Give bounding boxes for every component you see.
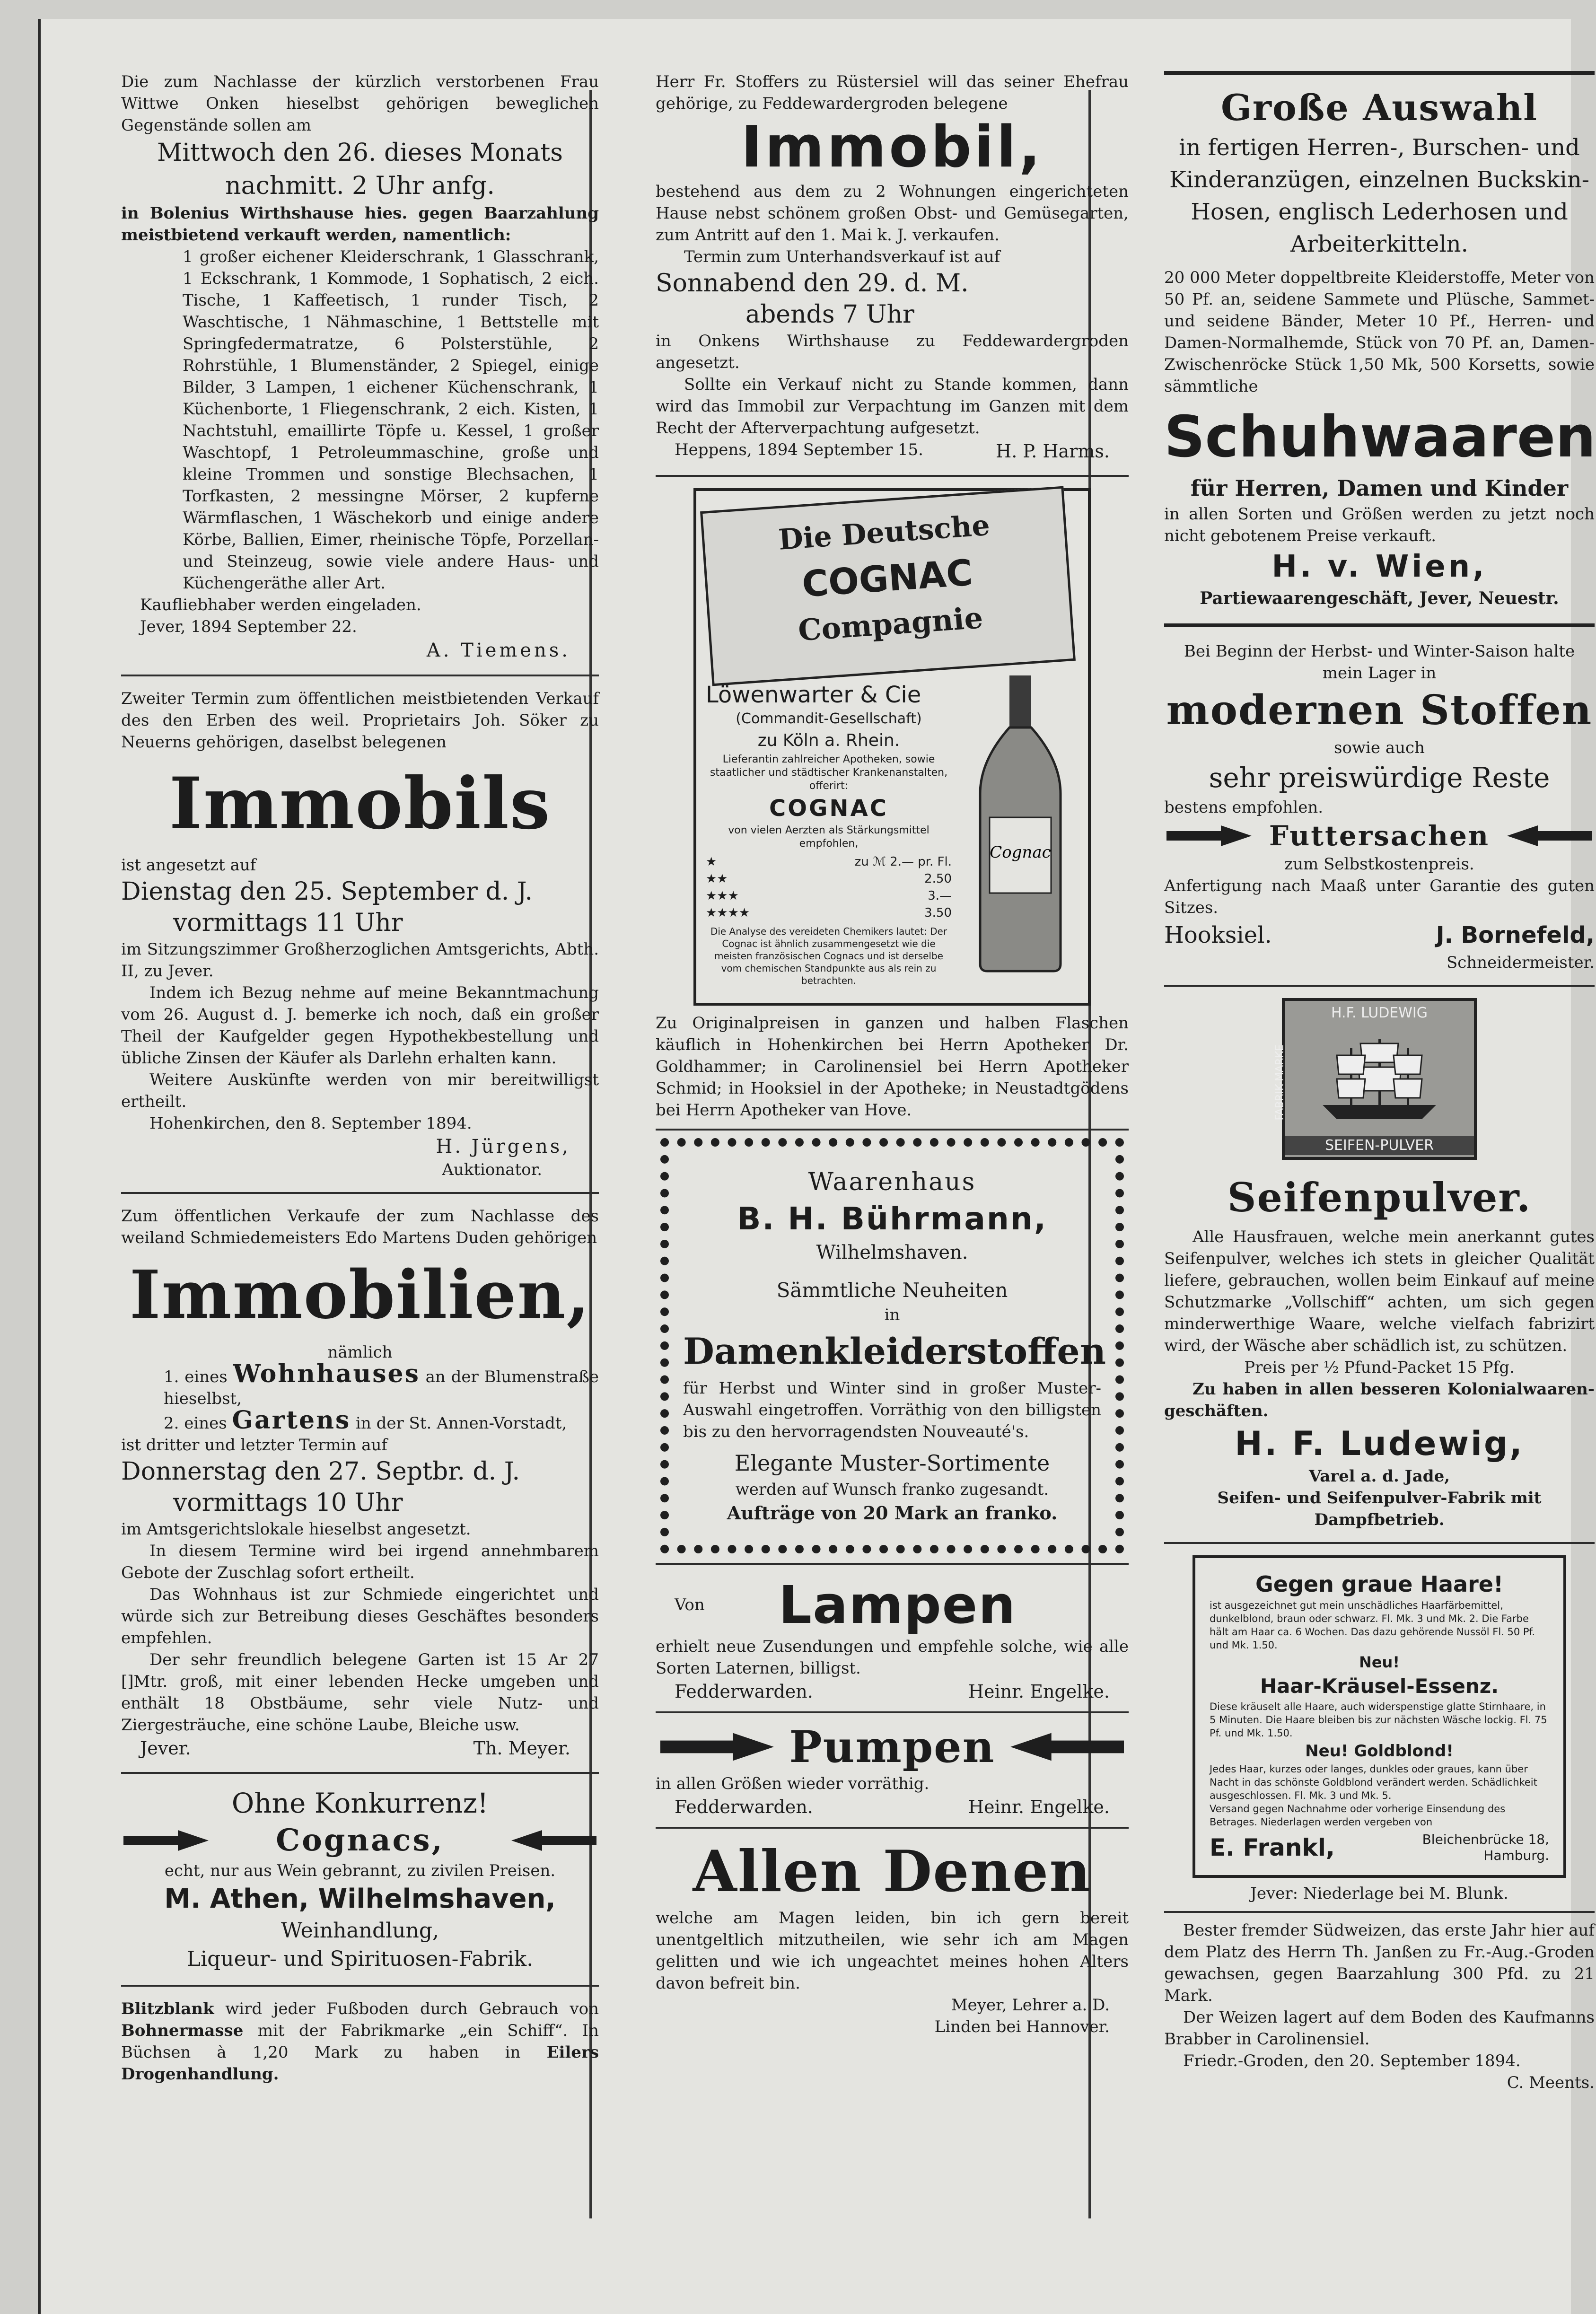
buehrmann-name: B. H. Bührmann,: [737, 1201, 1047, 1237]
ad-buehrmann: [660, 1138, 1124, 1553]
ludewig-city: Varel a. d. Jade,: [1308, 1467, 1450, 1486]
immobilien-signature: Th. Meyer.: [473, 1738, 570, 1759]
stoffers-headline: Immobil,: [741, 114, 1044, 180]
ludewig-where: Zu haben in allen besseren Kolonialwaaren-geschäften.: [1164, 1380, 1595, 1420]
divider: [121, 1772, 599, 1774]
cognac-bottle-label: Cognac: [990, 843, 1051, 862]
immobils-time: vormittags 11 Uhr: [173, 909, 403, 937]
cognac-banner3: Compagnie: [797, 600, 984, 648]
weizen-body2: Der Weizen lagert auf dem Boden des Kaufmanns Brabber in Carolinensiel.: [1164, 2008, 1595, 2049]
wien-headline2: Schuhwaaren: [1164, 404, 1596, 470]
auction-time: nachmitt. 2 Uhr anfg.: [225, 172, 495, 200]
weizen-signature: C. Meents.: [1507, 2073, 1595, 2092]
lampen-body: erhielt neue Zusendungen und empfehle solche, wie alle Sorten Laternen, billigst.: [656, 1637, 1129, 1678]
divider: [1164, 623, 1595, 627]
cognac-recommend: von vielen Aerzten als Stärkungsmittel empfohlen,: [728, 824, 930, 850]
auction-intro: Die zum Nachlasse der kürzlich verstorbenen Frau Wittwe Onken hieselbst gehörigen beweglichen Gegenstände sollen am: [121, 72, 599, 135]
bohner-text-c: Bohnermasse: [121, 2021, 244, 2040]
stoffers-place: in Onkens Wirthshause zu Feddewardergroden angesetzt.: [656, 332, 1129, 372]
immobils-body2: Weitere Auskünfte werden von mir bereitwilligst ertheilt.: [121, 1070, 599, 1111]
cognac-banner1: Die Deutsche: [777, 508, 991, 557]
frankl-body2: Diese kräuselt alle Haare, auch widerspenstige glatte Stirnhaare, in 5 Minuten. Die Haare bleiben bis zur nächsten Wäsche lockig. Fl. 75 Pf. und Mk. 1.50.: [1210, 1701, 1547, 1739]
frankl-body4: Versand gegen Nachnahme oder vorherige Einsendung des Betrages. Niederlagen werden vergeben von: [1210, 1803, 1506, 1828]
pointing-hand-left-icon: [1505, 822, 1595, 850]
ludewig-logo-bottom: SEIFEN-PULVER: [1285, 1136, 1474, 1155]
frankl-address: Bleichenbrücke 18, Hamburg.: [1422, 1832, 1549, 1863]
immobils-role: Auktionator.: [442, 1160, 542, 1179]
athen-line1: Ohne Konkurrenz!: [231, 1787, 489, 1819]
pumpen-place: Fedderwarden.: [675, 1797, 813, 1817]
cognac-stars2: ★★: [706, 872, 728, 886]
frankl-name: E. Frankl,: [1210, 1834, 1335, 1861]
pumpen-body: in allen Größen wieder vorräthig.: [656, 1774, 930, 1793]
immobilien-item2-pre: 2. eines: [164, 1414, 227, 1433]
cognac-price4: 3.50: [924, 906, 952, 920]
bornefeld-line4: sehr preiswürdige Reste: [1209, 762, 1550, 794]
frankl-headline: Gegen graue Haare!: [1255, 1571, 1503, 1597]
bornefeld-headline: modernen Stoffen: [1166, 686, 1593, 734]
wien-line4: für Herren, Damen und Kinder: [1190, 475, 1569, 501]
auction-date: Mittwoch den 26. dieses Monats: [157, 139, 563, 167]
ad-immobils-soeker: [121, 688, 599, 1181]
immobils-headline: Immobils: [169, 762, 551, 845]
weizen-body: Bester fremder Südweizen, das erste Jahr hier auf dem Platz des Herrn Th. Janßen zu Fr.-Aug.-Groden gewachsen, gegen Baarzahlung 300 Pfd. zu 21 Mark.: [1164, 1921, 1595, 2005]
cognac-product: COGNAC: [769, 795, 888, 822]
divider: [656, 1711, 1129, 1713]
cognac-banner2: COGNAC: [800, 551, 974, 605]
immobilien-headline: Immobilien,: [129, 1256, 591, 1334]
lampen-signature: Heinr. Engelke.: [968, 1681, 1110, 1702]
ludewig-trademark: [1274, 998, 1477, 1160]
buehrmann-line5: in: [884, 1306, 900, 1324]
auction-signature: A. Tiemens.: [426, 640, 570, 661]
bornefeld-line7: zum Selbstkostenpreis.: [1284, 855, 1474, 874]
buehrmann-line9: werden auf Wunsch franko zugesandt.: [735, 1480, 1049, 1499]
allen-signature: Meyer, Lehrer a. D.: [951, 1996, 1110, 2015]
divider: [1164, 1911, 1595, 1913]
bohner-text-e: In Büchsen à 1,20 Mark zu haben in: [121, 2021, 599, 2062]
ludewig-logo-side: FABRIK-MARKE: [1274, 1044, 1286, 1121]
bornefeld-place: Hooksiel.: [1164, 922, 1272, 948]
immobilien-item2-word: Gartens: [232, 1406, 351, 1435]
ludewig-body: Alle Hausfrauen, welche mein anerkannt gutes Seifenpulver, welches ich stets in gleicher Qualität liefere, gebrauchen, wollen beim Einkauf auf meine Schutzmarke „Vollschiff“ achten, um sich gegen minderwerthige Waare, welche vielfach fabrizirt wird, der Wäsche aber schädlich ist, zu schützen.: [1164, 1227, 1595, 1355]
column-3: [1164, 71, 1595, 2094]
buehrmann-line4: Sämmtliche Neuheiten: [776, 1279, 1008, 1302]
wien-name: H. v. Wien,: [1272, 549, 1487, 584]
immobilien-intro: Zum öffentlichen Verkaufe der zum Nachlasse des weiland Schmiedemeisters Edo Martens Duden gehörigen: [121, 1207, 599, 1247]
bornefeld-line6: Futtersachen: [1269, 820, 1490, 852]
buehrmann-line10: Aufträge von 20 Mark an franko.: [727, 1502, 1058, 1524]
ad-allen-denen: [656, 1836, 1129, 2038]
immobilien-body1: In diesem Termine wird bei irgend annehmbarem Gebote der Zuschlag sofort ertheilt.: [121, 1542, 599, 1582]
ad-immobil-stoffers: [656, 71, 1129, 464]
cognac-price2: 2.50: [924, 872, 952, 886]
immobils-set: ist angesetzt auf: [121, 856, 256, 875]
lampen-headline: Lampen: [779, 1575, 1017, 1635]
immobilien-place-sig: Jever.: [140, 1738, 191, 1759]
cognac-firm2: (Commandit-Gesellschaft): [736, 710, 922, 727]
divider: [121, 1192, 599, 1194]
ad-immobilien-duden: [121, 1205, 599, 1761]
athen-line2: Cognacs,: [276, 1823, 444, 1858]
ad-h-v-wien: [1164, 71, 1595, 610]
athen-line5: Weinhandlung,: [281, 1919, 439, 1943]
immobils-intro: Zweiter Termin zum öffentlichen meistbietenden Verkauf des den Erben des weil. Proprietairs Joh. Söker zu Neuerns gehörigen, daselbst belegenen: [121, 689, 599, 752]
buehrmann-headline: Damenkleiderstoffen: [683, 1330, 1106, 1372]
divider: [656, 1827, 1129, 1829]
column-1: [121, 71, 599, 2085]
ludewig-firm: Seifen- und Seifenpulver-Fabrik mit Dampfbetrieb.: [1217, 1489, 1542, 1529]
bornefeld-line3: sowie auch: [1334, 738, 1425, 757]
ludewig-logo-top: H.F. LUDEWIG: [1331, 1005, 1428, 1021]
ad-bohnermasse: [121, 1998, 599, 2085]
divider: [1164, 1542, 1595, 1544]
cognac-analysis: Die Analyse des vereideten Chemikers lautet: Der Cognac ist ähnlich zusammengesetzt wie die meisten französischen Cognacs und ist derselbe vom chemischen Standpunkte aus als rein zu betrachten.: [710, 926, 947, 986]
cognac-stars4: ★★★★: [706, 906, 750, 920]
stoffers-termin: Termin zum Unterhandsverkauf ist auf: [684, 247, 1000, 266]
immobilien-date: Donnerstag den 27. Septbr. d. J.: [121, 1457, 520, 1486]
immobils-date: Dienstag den 25. September d. J.: [121, 877, 533, 906]
stoffers-date: Sonnabend den 29. d. M.: [656, 269, 969, 298]
stoffers-dateline: Heppens, 1894 September 15.: [675, 440, 923, 459]
stoffers-body2: Sollte ein Verkauf nicht zu Stande kommen, dann wird das Immobil zur Verpachtung im Ganzen mit dem Recht der Afterverpachtung aufgesetzt.: [656, 375, 1129, 438]
bornefeld-name: J. Bornefeld,: [1436, 922, 1595, 948]
ludewig-name: H. F. Ludewig,: [1235, 1424, 1524, 1463]
cognac-bottle-icon: [966, 671, 1075, 973]
stoffers-body: bestehend aus dem zu 2 Wohnungen eingerichteten Hause nebst schönem großen Obst- und Gemüsegarten, zum Antritt auf den 1. Mai k. J. verkaufen.: [656, 182, 1129, 245]
frankl-body3: Jedes Haar, kurzes oder langes, dunkles oder graues, kann über Nacht in das schönste Goldblond verändert werden. Schädlichkeit ausgeschlossen. Fl. Mk. 3 und Mk. 5.: [1210, 1763, 1537, 1801]
auction-items: 1 großer eichener Kleiderschrank, 1 Glasschrank, 1 Eckschrank, 1 Kommode, 1 Sophatisch, 2 eich. Tische, 1 Kaffeetisch, 1 runder Tisch, 2 Waschtische, 1 Nähmaschine, 1 Bettstelle mit Springfedermatratze, 6 Polsterstühle, 2 Rohrstühle, 1 Blumenständer, 2 Spiegel, einige Bilder, 3 Lampen, 1 eichener Küchenschrank, 1 Küchenborte, 1 Fliegenschrank, 2 eich. Kisten, 1 Nachtstuhl, emaillirte Töpfe u. Kessel, 1 großer Waschtopf, 1 Petroleummaschine, große und kleine Trommen und sonstige Blechsachen, 1 Torfkasten, 2 messingne Mörser, 2 kupferne Wärmflaschen, 1 Wäschekorb und einige andere Körbe, Ballien, Eimer, rheinische Töpfe, Porzellan- und Steinzeug, sowie viele andere Haus- und Küchengeräthe aller Art.: [183, 247, 599, 593]
bornefeld-role: Schneidermeister.: [1446, 953, 1595, 972]
pumpen-signature: Heinr. Engelke.: [968, 1797, 1110, 1817]
auction-place: in Bolenius Wirthshause hies. gegen Baarzahlung meistbietend verkauft werden, namentlich:: [121, 204, 599, 245]
frankl-headline2: Haar-Kräusel-Essenz.: [1260, 1674, 1499, 1698]
buehrmann-body: für Herbst und Winter sind in großer Muster-Auswahl eingetroffen. Vorräthig von den billigsten bis zu den hervorragendsten Nouveauté's.: [683, 1379, 1101, 1441]
cognac-stars1: ★: [706, 855, 717, 869]
frankl-body1: ist ausgezeichnet gut mein unschädliches Haarfärbemittel, dunkelblond, braun oder schwarz. Fl. Mk. 3 und Mk. 2. Die Farbe hält am Haar ca. 6 Wochen. Das dazu gehörende Nussöl Fl. 50 Pf. und Mk. 1.50.: [1210, 1600, 1535, 1651]
immobilien-namely: nämlich: [327, 1343, 393, 1362]
immobilien-time: vormittags 10 Uhr: [173, 1489, 403, 1517]
buehrmann-line8: Elegante Muster-Sortimente: [734, 1450, 1050, 1476]
pumpen-headline: Pumpen: [789, 1721, 995, 1772]
weizen-dateline: Friedr.-Groden, den 20. September 1894.: [1183, 2051, 1521, 2070]
stoffers-signature: H. P. Harms.: [996, 441, 1110, 462]
newspaper-page: [38, 19, 1596, 2314]
cognac-city: zu Köln a. Rhein.: [757, 731, 900, 750]
immobils-signature: H. Jürgens,: [436, 1136, 570, 1157]
ludewig-headline: Seifenpulver.: [1227, 1174, 1532, 1221]
athen-line6: Liqueur- und Spirituosen-Fabrik.: [186, 1947, 534, 1971]
pointing-hand-right-icon: [1164, 822, 1254, 850]
immobils-body1: Indem ich Bezug nehme auf meine Bekanntmachung vom 26. August d. J. bemerke ich noch, daß ein großer Theil der Kaufgelder gegen Hypothekbestellung und übliche Zinsen der Käufer als Darlehn erhalten kann.: [121, 983, 599, 1068]
lampen-place: Fedderwarden.: [675, 1681, 813, 1702]
immobilien-item1-pre: 1. eines: [164, 1367, 228, 1386]
allen-body: welche am Magen leiden, bin ich gern bereit unentgeltlich mitzutheilen, wie sehr ich am Magen gelitten und wie ich ungeachtet meines hohen Alters davon befreit bin.: [656, 1909, 1129, 1993]
buehrmann-city: Wilhelmshaven.: [816, 1242, 968, 1263]
cognac-supplier: Lieferantin zahlreicher Apotheken, sowie staatlicher und städtischer Krankenanstalten, offerirt:: [710, 754, 948, 792]
immobilien-set: ist dritter und letzter Termin auf: [121, 1436, 387, 1455]
pointing-hand-right-icon: [121, 1826, 211, 1855]
athen-name: M. Athen, Wilhelmshaven,: [164, 1884, 556, 1914]
ludewig-price: Preis per ½ Pfund-Packet 15 Pfg.: [1244, 1358, 1515, 1377]
ad-cognacs-athen: [121, 1785, 599, 1973]
auction-dateline: Jever, 1894 September 22.: [140, 617, 357, 636]
frankl-neu1: Neu!: [1359, 1653, 1400, 1671]
column-2: [656, 71, 1129, 2038]
ad-lampen: [656, 1574, 1129, 1704]
divider: [656, 1129, 1129, 1131]
lampen-von: Von: [675, 1595, 705, 1614]
ad-frankl: [1193, 1555, 1566, 1878]
immobilien-place: im Amtsgerichtslokale hieselbst angesetzt.: [121, 1520, 471, 1539]
bornefeld-intro: Bei Beginn der Herbst- und Winter-Saison halte mein Lager in: [1184, 642, 1575, 683]
cognac-firm: Löwenwarter & Cie: [706, 682, 921, 708]
auction-onken: [121, 71, 599, 663]
stoffers-intro: Herr Fr. Stoffers zu Rüstersiel will das seiner Ehefrau gehörige, zu Feddewardergroden belegene: [656, 72, 1129, 113]
immobilien-body3: Der sehr freundlich belegene Garten ist 15 Ar 27 []Mtr. groß, mit einer lebenden Hecke umgeben und enthält 18 Obstbäume, sehr viele Nutz- und Ziergesträuche, eine schöne Laube, Bleiche usw.: [121, 1650, 599, 1735]
divider: [1164, 985, 1595, 987]
pointing-hand-right-icon: [656, 1728, 779, 1766]
bohner-shop: Eilers Drogenhandlung.: [121, 2043, 599, 2084]
ad-cognac-compagnie: [693, 488, 1091, 1006]
wien-body2: in allen Sorten und Größen werden zu jetzt noch nicht gebotenem Preise verkauft.: [1164, 505, 1595, 545]
frankl-jever: Jever: Niederlage bei M. Blunk.: [1250, 1884, 1508, 1903]
cognac-price1: zu ℳ 2.— pr. Fl.: [854, 855, 952, 869]
bornefeld-line8: Anfertigung nach Maaß unter Garantie des guten Sitzes.: [1164, 877, 1595, 917]
bohner-text-d: mit der Fabrikmarke „ein Schiff“.: [257, 2021, 568, 2040]
wien-firm: Partiewaarengeschäft, Jever, Neuestr.: [1200, 588, 1559, 608]
divider: [656, 1563, 1129, 1565]
bornefeld-line5: bestens empfohlen.: [1164, 798, 1324, 817]
divider: [121, 1985, 599, 1987]
frankl-neu2: Neu! Goldblond!: [1305, 1742, 1454, 1761]
immobilien-item1-post: an der Blumenstraße hieselbst,: [164, 1367, 599, 1408]
pointing-hand-left-icon: [509, 1826, 599, 1855]
cognac-stars3: ★★★: [706, 889, 739, 903]
divider: [656, 475, 1129, 477]
cognac-dealers: Zu Originalpreisen in ganzen und halben Flaschen käuflich in Hohenkirchen bei Herrn Apotheker Dr. Goldhammer; in Carolinensiel bei Herrn Apotheker Schmid; in Hooksiel in der Apotheke; in Neustadtgödens bei Herrn Apotheker van Hove.: [656, 1014, 1129, 1120]
wien-headline: Große Auswahl: [1221, 87, 1538, 129]
bohner-text-b: wird jeder Fußboden durch Gebrauch von: [225, 1999, 599, 2018]
immobilien-item2-post: in der St. Annen-Vorstadt,: [356, 1414, 567, 1433]
allen-headline: Allen Denen: [693, 1838, 1092, 1905]
stoffers-time: abends 7 Uhr: [745, 300, 914, 329]
pointing-hand-left-icon: [1006, 1728, 1129, 1766]
allen-address: Linden bei Hannover.: [934, 2017, 1110, 2036]
immobils-place: im Sitzungszimmer Großherzoglichen Amtsgerichts, Abth. II, zu Jever.: [121, 940, 599, 981]
ad-ludewig: [1164, 998, 1595, 1531]
bohner-text-a: Blitzblank: [121, 1999, 214, 2018]
ad-pumpen: [656, 1721, 1129, 1819]
auction-closing: Kaufliebhaber werden eingeladen.: [140, 596, 421, 614]
wien-body: 20 000 Meter doppeltbreite Kleiderstoffe, Meter von 50 Pf. an, seidene Sammete und Plüsche, Sammet- und seidene Bänder, Meter 10 Pf., Herren- und Damen-Normalhemde, Stück von 70 Pf. an, Damen-Zwischenröcke Stück 1,50 Mk, 500 Korsetts, sowie sämmtliche: [1164, 268, 1595, 396]
cognac-price3: 3.—: [928, 889, 952, 903]
divider: [121, 675, 599, 676]
ad-suedweizen: [1164, 1920, 1595, 2094]
buehrmann-line1: Waarenhaus: [808, 1168, 976, 1196]
ad-bornefeld: [1164, 640, 1595, 973]
wien-line2: in fertigen Herren-, Burschen- und Kinderanzügen, einzelnen Buckskin-Hosen, englisch Lederhosen und Arbeiterkitteln.: [1169, 134, 1590, 257]
immobilien-body2: Das Wohnhaus ist zur Schmiede eingerichtet und würde sich zur Betreibung dieses Geschäftes besonders empfehlen.: [121, 1585, 599, 1648]
athen-line3: echt, nur aus Wein gebrannt, zu zivilen Preisen.: [164, 1861, 556, 1880]
cognac-banner: [700, 486, 1076, 686]
immobils-dateline: Hohenkirchen, den 8. September 1894.: [149, 1114, 472, 1133]
immobilien-item1-word: Wohnhauses: [233, 1359, 420, 1388]
sailing-ship-icon: [1313, 1029, 1446, 1124]
